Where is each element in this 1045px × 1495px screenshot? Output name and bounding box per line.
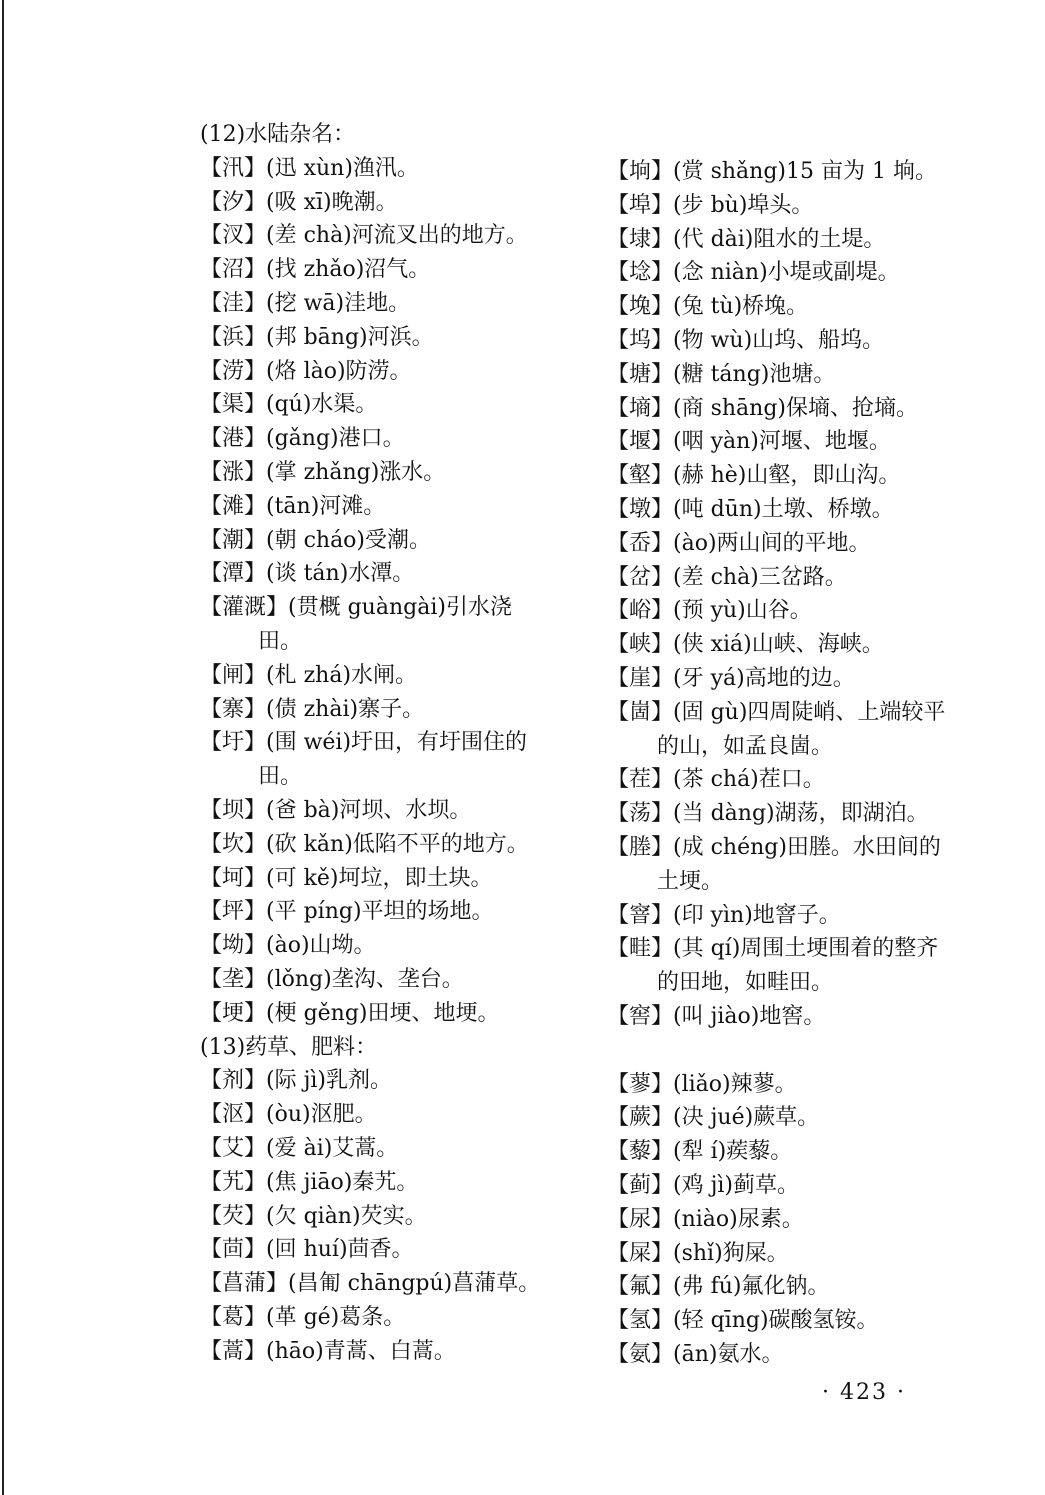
entry-line: 【汛】(迅 xùn)渔汛。 xyxy=(200,155,419,181)
page-number: · 423 · xyxy=(822,1380,906,1405)
entry-continuation: 土埂。 xyxy=(657,868,724,894)
entry-line: 【潭】(谈 tán)水潭。 xyxy=(200,561,415,587)
entry-line: 【潮】(朝 cháo)受潮。 xyxy=(200,527,432,553)
entry-line: 【垧】(赏 shǎng)15 亩为 1 垧。 xyxy=(607,159,937,184)
entry-continuation: 田。 xyxy=(258,628,303,654)
entry-line: 【氟】(弗 fú)氟化钠。 xyxy=(607,1274,830,1300)
entry-line: 【坷】(可 kě)坷垃，即土块。 xyxy=(200,865,493,891)
entry-line: 【寨】(债 zhài)寨子。 xyxy=(200,696,425,722)
left-column xyxy=(200,118,550,1368)
entry-line: 【岙】(ào)两山间的平地。 xyxy=(607,530,871,556)
entry-line: 【滩】(tān)河滩。 xyxy=(200,493,386,519)
entry-line: 【艾】(爱 ài)艾蒿。 xyxy=(200,1135,399,1161)
entry-line: 【窨】(印 yìn)地窨子。 xyxy=(607,902,841,928)
entry-line: 【蕨】(决 jué)蕨草。 xyxy=(607,1105,820,1131)
entry-line: (12)水陆杂名： xyxy=(200,122,356,147)
entry-line: 【氢】(轻 qīng)碳酸氢铵。 xyxy=(607,1308,879,1334)
entry-continuation: 的山，如孟良崮。 xyxy=(657,733,834,759)
entry-line: 【氨】(ān)氨水。 xyxy=(607,1341,784,1367)
entry-line: 【峪】(预 yù)山谷。 xyxy=(607,598,812,624)
entry-line: 【坪】(平 píng)平坦的场地。 xyxy=(200,899,494,925)
entry-line: 【港】(gǎng)港口。 xyxy=(200,426,405,452)
entry-line: 【剂】(际 jì)乳剂。 xyxy=(200,1068,393,1094)
entry-line: 【闸】(札 zhá)水闸。 xyxy=(200,662,418,688)
entry-line: 【埭】(代 dài)阻水的土堤。 xyxy=(607,226,886,252)
entry-line: 【窖】(叫 jiào)地窖。 xyxy=(607,1003,826,1029)
entry-line: 【藜】(犁 í)蒺藜。 xyxy=(607,1139,793,1165)
entry-line: 【岔】(差 chà)三岔路。 xyxy=(607,564,847,590)
entry-line: 【坝】(爸 bà)河坝、水坝。 xyxy=(200,797,472,823)
entry-line: 【蓼】(liǎo)辣蓼。 xyxy=(607,1071,797,1097)
entry-line: 【圩】(围 wéi)圩田，有圩围住的 xyxy=(200,730,528,756)
entry-line: 【堍】(兔 tù)桥堍。 xyxy=(607,294,809,320)
entry-line: 【崖】(牙 yá)高地的边。 xyxy=(607,665,855,691)
entry-line: 【茴】(回 huí)茴香。 xyxy=(200,1237,414,1263)
entry-line: 【葛】(革 gé)葛条。 xyxy=(200,1304,406,1330)
entry-line: 【畦】(其 qí)周围土埂围着的整齐 xyxy=(607,936,939,962)
entry-line: 【蒿】(hāo)青蒿、白蒿。 xyxy=(200,1338,456,1364)
entry-line: 【芡】(欠 qiàn)芡实。 xyxy=(200,1203,427,1229)
entry-line: 【堰】(咽 yàn)河堰、地堰。 xyxy=(607,429,891,455)
entry-line: 【灌溉】(贯概 guàngài)引水浇 xyxy=(200,595,512,621)
entry-line: 【菖蒲】(昌匍 chāngpú)菖蒲草。 xyxy=(200,1271,541,1297)
entry-line: 【洼】(挖 wā)洼地。 xyxy=(200,290,411,316)
entry-line: 【壑】(赫 hè)山壑，即山沟。 xyxy=(607,463,901,489)
entry-line: 【墒】(商 shāng)保墒、抢墒。 xyxy=(607,395,918,421)
entry-line: 【艽】(焦 jiāo)秦艽。 xyxy=(200,1169,419,1195)
entry-line: 【峡】(侠 xiá)山峡、海峡。 xyxy=(607,632,884,658)
entry-line: 【尿】(niào)尿素。 xyxy=(607,1206,804,1232)
entry-line: 【茬】(茶 chá)茬口。 xyxy=(607,767,825,793)
section-gap xyxy=(607,1034,952,1068)
entry-line: 【塍】(成 chéng)田塍。水田间的 xyxy=(607,834,941,860)
entry-line: 【屎】(shǐ)狗屎。 xyxy=(607,1240,789,1266)
entry-line: 【沼】(找 zhǎo)沼气。 xyxy=(200,257,431,283)
entry-line: 【汐】(吸 xī)晚潮。 xyxy=(200,189,398,215)
entry-line: 【沤】(òu)沤肥。 xyxy=(200,1102,377,1128)
entry-line: 【墩】(吨 dūn)土墩、桥墩。 xyxy=(607,496,894,522)
entry-line: 【坞】(物 wù)山坞、船坞。 xyxy=(607,327,885,353)
page-edge-line xyxy=(2,0,4,1495)
entry-line: 【蓟】(鸡 jì)蓟草。 xyxy=(607,1172,800,1198)
right-column xyxy=(607,155,952,1372)
entry-line: 【汊】(差 chà)河流叉出的地方。 xyxy=(200,223,528,249)
entry-line: 【坳】(ào)山坳。 xyxy=(200,933,376,959)
entry-line: 【涝】(烙 lào)防涝。 xyxy=(200,358,412,384)
entry-line: 【坎】(砍 kǎn)低陷不平的地方。 xyxy=(200,831,529,857)
entry-line: 【渠】(qú)水渠。 xyxy=(200,392,378,418)
entry-line: (13)药草、肥料： xyxy=(200,1034,378,1060)
entry-line: 【埂】(梗 gěng)田埂、地埂。 xyxy=(200,1000,500,1026)
entry-line: 【塘】(糖 táng)池塘。 xyxy=(607,361,836,387)
entry-line: 【埠】(步 bù)埠头。 xyxy=(607,192,814,218)
entry-line: 【埝】(念 niàn)小堤或副堤。 xyxy=(607,260,900,286)
entry-line: 【浜】(邦 bāng)河浜。 xyxy=(200,324,434,350)
entry-line: 【涨】(掌 zhǎng)涨水。 xyxy=(200,459,446,485)
entry-line: 【垄】(lǒng)垄沟、垄台。 xyxy=(200,966,464,992)
entry-continuation: 的田地，如畦田。 xyxy=(657,970,834,996)
entry-line: 【荡】(当 dàng)湖荡，即湖泊。 xyxy=(607,801,929,827)
entry-continuation: 田。 xyxy=(258,764,303,790)
entry-line: 【崮】(固 gù)四周陡峭、上端较平 xyxy=(607,699,946,725)
